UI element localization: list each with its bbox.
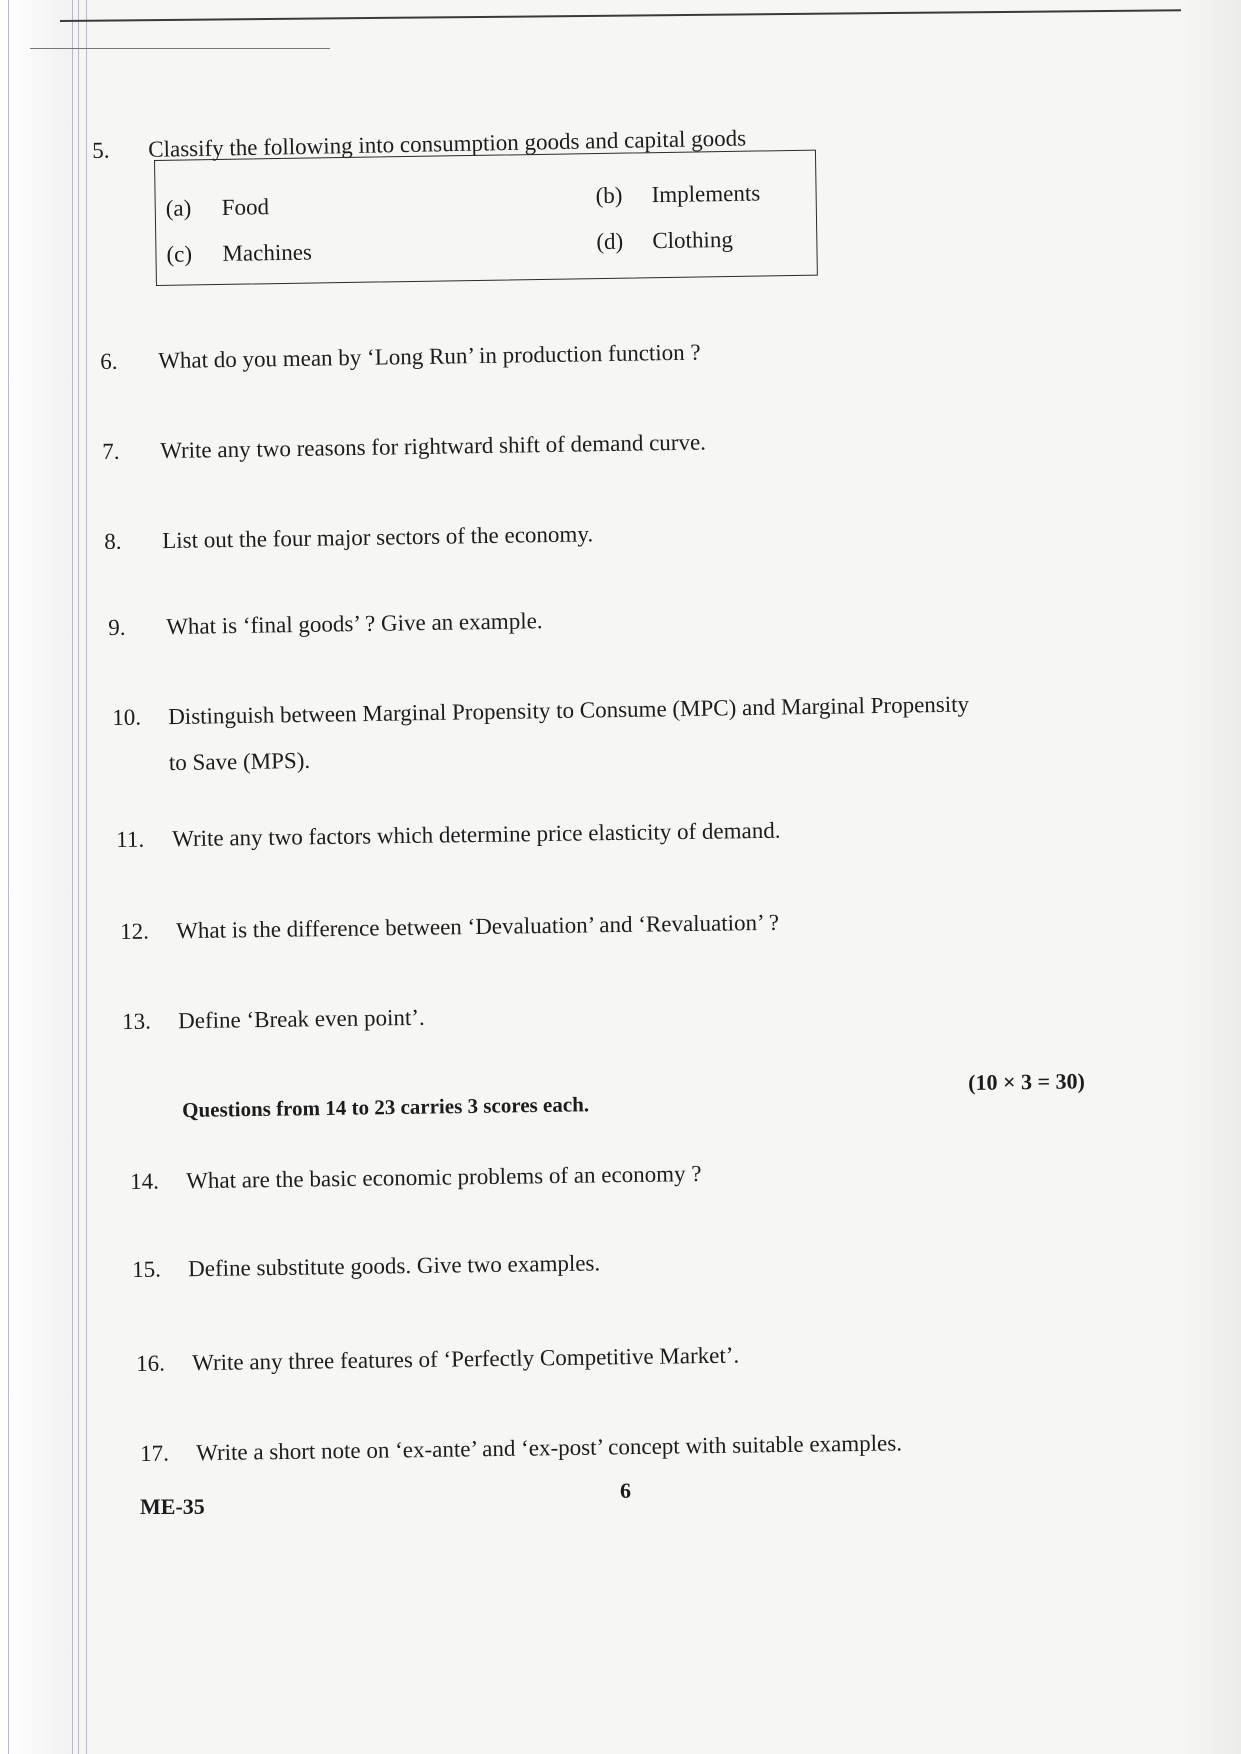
section-marks: (10 × 3 = 30) bbox=[968, 1068, 1086, 1095]
question-number: 16. bbox=[136, 1350, 166, 1376]
top-rule bbox=[60, 9, 1210, 22]
section-heading: Questions from 14 to 23 carries 3 scores each. bbox=[182, 1092, 590, 1122]
question-number: 17. bbox=[140, 1440, 170, 1466]
option-b bbox=[595, 179, 760, 210]
scan-line bbox=[86, 0, 87, 1754]
question-number: 8. bbox=[104, 528, 122, 554]
options-box bbox=[154, 150, 818, 286]
question-number: 12. bbox=[120, 918, 150, 944]
question-text: Define ‘Break even point’. bbox=[178, 1004, 425, 1034]
question-number: 15. bbox=[132, 1256, 162, 1282]
scan-line bbox=[78, 0, 79, 1754]
question-number: 10. bbox=[112, 704, 142, 730]
option-c bbox=[166, 239, 312, 269]
option-a bbox=[166, 193, 270, 223]
question-number: 7. bbox=[102, 438, 120, 464]
option-label: (b) bbox=[595, 182, 623, 209]
question-text: List out the four major sectors of the economy. bbox=[162, 521, 594, 554]
question-number: 6. bbox=[100, 348, 118, 374]
question-text: Write any two reasons for rightward shift of demand curve. bbox=[160, 429, 707, 464]
top-rule bbox=[30, 48, 330, 49]
scan-line bbox=[8, 0, 9, 1754]
option-text: Clothing bbox=[652, 226, 734, 254]
page-number: 6 bbox=[620, 1478, 631, 1503]
question-text: What is ‘final goods’ ? Give an example. bbox=[166, 608, 543, 640]
option-text: Machines bbox=[222, 239, 313, 266]
option-d bbox=[596, 226, 733, 256]
question-text: Define substitute goods. Give two examples. bbox=[188, 1250, 601, 1282]
scan-margin bbox=[0, 0, 80, 1754]
option-text: Implements bbox=[651, 180, 761, 208]
question-text: What do you mean by ‘Long Run’ in production function ? bbox=[158, 339, 701, 374]
question-text: Write any two factors which determine price elasticity of demand. bbox=[172, 817, 781, 852]
question-number: 11. bbox=[116, 826, 145, 852]
question-text: What are the basic economic problems of an economy ? bbox=[186, 1161, 702, 1194]
question-number: 5. bbox=[92, 137, 110, 163]
question-text: Classify the following into consumption goods and capital goods bbox=[148, 125, 747, 162]
option-label: (c) bbox=[166, 241, 193, 267]
scan-margin bbox=[1181, 0, 1241, 1754]
question-number: 13. bbox=[122, 1008, 152, 1034]
scan-line bbox=[72, 0, 73, 1754]
question-text: Write a short note on ‘ex-ante’ and ‘ex-post’ concept with suitable examples. bbox=[196, 1430, 903, 1466]
option-label: (a) bbox=[165, 195, 192, 221]
question-text: Write any three features of ‘Perfectly Competitive Market’. bbox=[192, 1342, 740, 1376]
paper-code: ME-35 bbox=[140, 1494, 205, 1519]
question-number: 9. bbox=[108, 614, 126, 640]
question-text-continued: to Save (MPS). bbox=[168, 747, 311, 776]
question-number: 14. bbox=[130, 1168, 160, 1194]
option-text: Food bbox=[221, 194, 270, 220]
option-label: (d) bbox=[596, 228, 624, 255]
question-text: Distinguish between Marginal Propensity to Consume (MPC) and Marginal Propensity bbox=[168, 691, 970, 730]
question-text: What is the difference between ‘Devaluation’ and ‘Revaluation’ ? bbox=[176, 909, 780, 944]
